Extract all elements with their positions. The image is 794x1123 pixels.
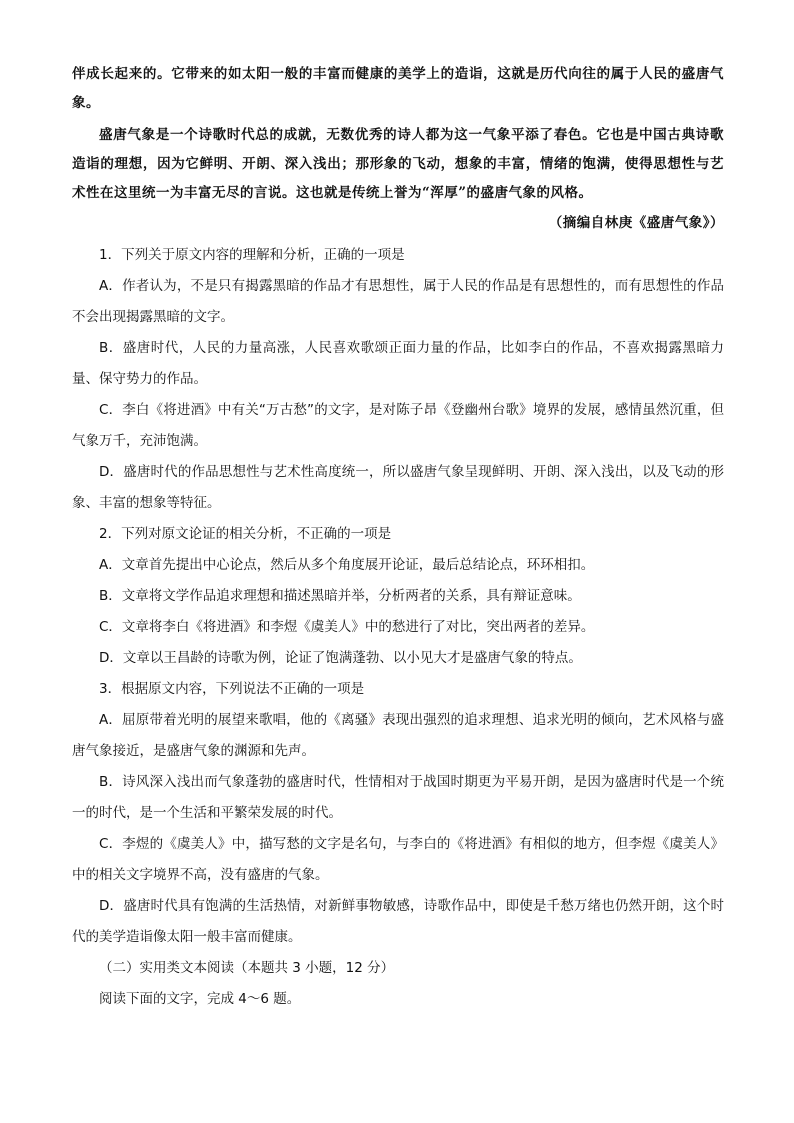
passage-paragraph-1: 伴成长起来的。它带来的如太阳一般的丰富而健康的美学上的造诣，这就是历代向往的属于人民的盛唐气象。: [72, 66, 724, 111]
passage-source: （摘编自林庚《盛唐气象》）: [548, 215, 724, 231]
passage-excerpt: [72, 60, 724, 238]
option-b: B．诗风深入浅出而气象蓬勃的盛唐时代，性情相对于战国时期更为平易开朗，是因为盛唐时代是一个统一的时代，是一个生活和平繁荣发展的时代。: [72, 774, 724, 821]
option-b: B．盛唐时代，人民的力量高涨，人民喜欢歌颂正面力量的作品，比如李白的作品，不喜欢揭露黑暗力量、保守势力的作品。: [72, 340, 724, 387]
option-d: D．文章以王昌龄的诗歌为例，论证了饱满蓬勃、以小见大才是盛唐气象的特点。: [99, 650, 582, 666]
option-a: A．屈原带着光明的展望来歌唱，他的《离骚》表现出强烈的追求理想、追求光明的倾向，艺术风格与盛唐气象接近，是盛唐气象的渊源和先声。: [72, 712, 724, 759]
document-page: [72, 60, 724, 1015]
question-stem: 2．下列对原文论证的相关分析，不正确的一项是: [99, 526, 392, 542]
question-2: [72, 519, 724, 674]
option-c: C．文章将李白《将进酒》和李煜《虞美人》中的愁进行了对比，突出两者的差异。: [99, 619, 595, 635]
option-d: D．盛唐时代具有饱满的生活热情，对新鲜事物敏感，诗歌作品中，即使是千愁万绪也仍然开朗，这个时代的美学造诣像太阳一般丰富而健康。: [72, 898, 724, 945]
question-stem: 1．下列关于原文内容的理解和分析，正确的一项是: [99, 247, 405, 263]
question-stem: 3．根据原文内容，下列说法不正确的一项是: [99, 681, 365, 697]
option-a: A．文章首先提出中心论点，然后从多个角度展开论证，最后总结论点，环环相扣。: [99, 557, 595, 573]
question-3: [72, 674, 724, 953]
option-c: C．李白《将进酒》中有关“万古愁”的文字，是对陈子昂《登幽州台歌》境界的发展，感情虽然沉重，但气象万千，充沛饱满。: [72, 402, 724, 449]
passage-paragraph-2: 盛唐气象是一个诗歌时代总的成就，无数优秀的诗人都为这一气象平添了春色。它也是中国古典诗歌造诣的理想，因为它鲜明、开朗、深入浅出；那形象的飞动，想象的丰富，情绪的饱满，使得思想性与艺术性在这里统一为丰富无尽的言说。这也就是传统上誉为“浑厚”的盛唐气象的风格。: [72, 127, 724, 201]
option-d: D．盛唐时代的作品思想性与艺术性高度统一，所以盛唐气象呈现鲜明、开朗、深入浅出，以及飞动的形象、丰富的想象等特征。: [72, 464, 724, 511]
option-b: B．文章将文学作品追求理想和描述黑暗并举，分析两者的关系，具有辩证意味。: [99, 588, 581, 604]
question-1: [72, 240, 724, 519]
option-a: A．作者认为，不是只有揭露黑暗的作品才有思想性，属于人民的作品是有思想性的，而有思想性的作品不会出现揭露黑暗的文字。: [72, 278, 724, 325]
section-heading: （二）实用类文本阅读（本题共 3 小题，12 分）: [99, 960, 395, 976]
section-instruction: 阅读下面的文字，完成 4～6 题。: [99, 991, 301, 1007]
option-c: C．李煜的《虞美人》中，描写愁的文字是名句，与李白的《将进酒》有相似的地方，但李煜《虞美人》中的相关文字境界不高，没有盛唐的气象。: [72, 836, 724, 883]
question-list: [72, 240, 724, 1015]
